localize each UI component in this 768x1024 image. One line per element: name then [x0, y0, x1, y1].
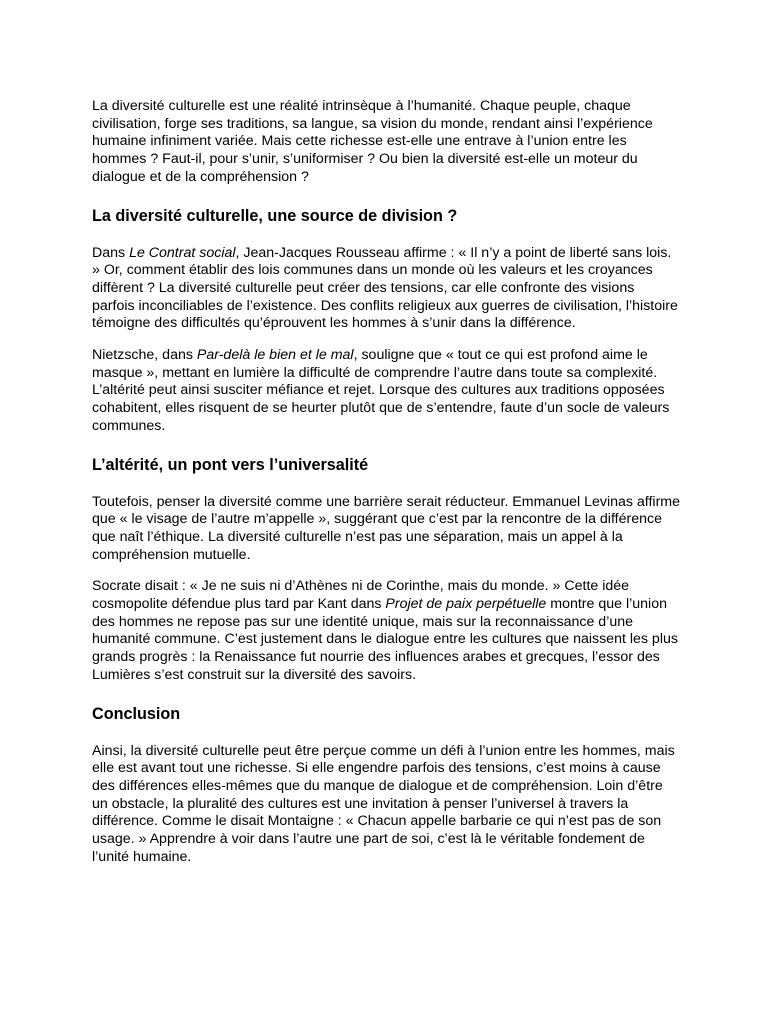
paragraph-levinas: Toutefois, penser la diversité comme une barrière serait réducteur. Emmanuel Levinas affirme que « le visage de l’autre m’appelle », suggérant que c’est par la rencontre de la différence que naît l’éthique. La diversité culturelle n’est pas une séparation, mais un appel à la compréhension mutuelle.: [92, 493, 681, 563]
paragraph-text: , souligne que « tout ce qui est profond aime le masque », mettant en lumière la difficulté de comprendre l’autre dans toute sa complexité. L’altérité peut ainsi susciter méfiance et rejet. Lorsque des cultures aux traditions opposées cohabitent, elles risquent de se heurter plutôt que de s’entendre, faute d’un socle de valeurs communes.: [92, 347, 670, 434]
section-heading-alterite: L’altérité, un pont vers l’universalité: [92, 455, 369, 474]
paragraph-text: Dans: [92, 244, 130, 261]
paragraph-socrate: [92, 578, 680, 684]
section-heading-division: La diversité culturelle, une source de division ?: [92, 206, 458, 225]
paragraph-text: , Jean-Jacques Rousseau affirme : « Il n’y a point de liberté sans lois. » Or, comment établir des lois communes dans un monde où les valeurs et les croyances diffèrent ? La diversité culturelle peut créer des tensions, car elle confronte des visions parfois inconciliables de l’existence. Des conflits religieux aux guerres de civilisation, l’histoire témoigne des difficultés qu’éprouvent les hommes à s’unir dans la différence.: [92, 244, 678, 332]
paragraph-conclusion: Ainsi, la diversité culturelle peut être perçue comme un défi à l’union entre les hommes, mais elle est avant tout une richesse. Si elle engendre parfois des tensions, c’est moins à cause des différences elles-mêmes que du manque de dialogue et de compréhension. Loin d’être un obstacle, la pluralité des cultures est une invitation à penser l’universel à travers la différence. Comme le disait Montaigne : « Chacun appelle barbarie ce qui n’est pas de son usage. » Apprendre à voir dans l’autre une part de soi, c’est là le véritable fondement de l’unité humaine.: [92, 742, 675, 865]
paragraph-text: Socrate disait : « Je ne suis ni d’Athènes ni de Corinthe, mais du monde. » Cette idée cosmopolite défendue plus tard par Kant dans: [92, 578, 630, 613]
intro-paragraph: La diversité culturelle est une réalité intrinsèque à l’humanité. Chaque peuple, chaque civilisation, forge ses traditions, sa langue, sa vision du monde, rendant ainsi l’expérience humaine infiniment variée. Mais cette richesse est-elle une entrave à l’union entre les hommes ? Faut-il, pour s’unir, s’uniformiser ? Ou bien la diversité est-elle un moteur du dialogue et de la compréhension ?: [92, 98, 653, 185]
paragraph-text: Nietzsche, dans: [92, 347, 197, 364]
book-title: Par-delà le bien et le mal: [196, 347, 354, 364]
book-title: Projet de paix perpétuelle: [385, 596, 547, 613]
paragraph-rousseau: [92, 245, 680, 334]
section-heading-conclusion: Conclusion: [92, 704, 181, 723]
paragraph-text: montre que l’union des hommes ne repose pas sur une identité unique, mais sur la reconnaissance d’une humanité commune. C’est justement dans le dialogue entre les cultures que naissent les plus grands progrès : la Renaissance fut nourrie des influences arabes et grecques, l’essor des Lumières s’est construit sur la diversité des savoirs.: [92, 596, 678, 683]
paragraph-nietzsche: [92, 347, 680, 436]
book-title: Le Contrat social: [129, 244, 236, 261]
